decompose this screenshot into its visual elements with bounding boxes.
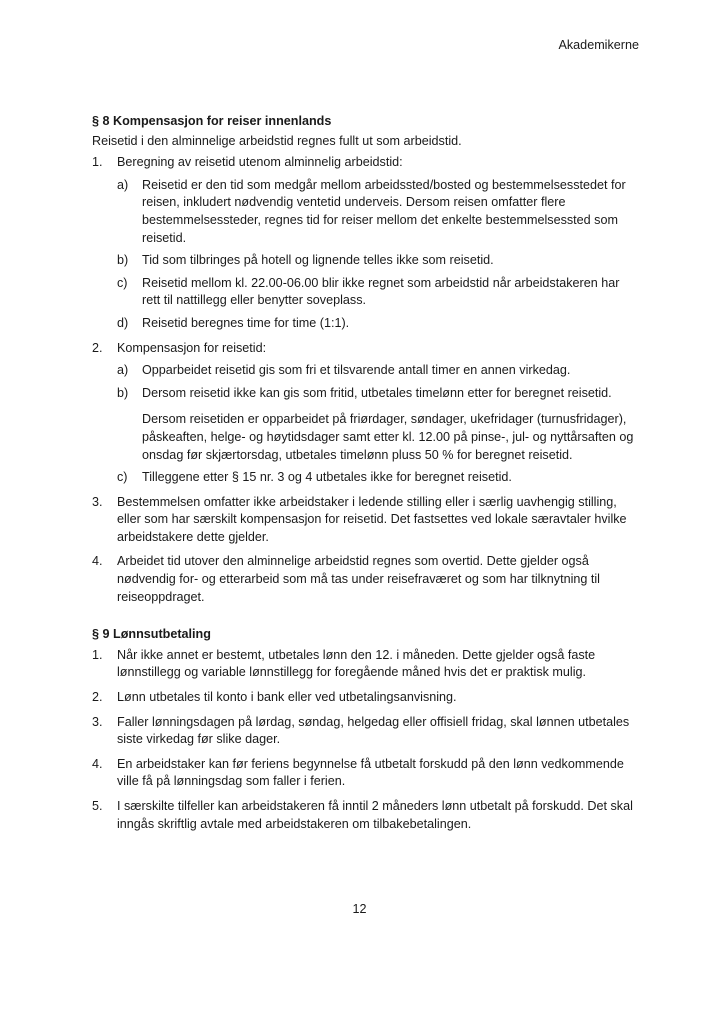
- page-header-org: Akademikerne: [558, 38, 639, 52]
- sub-item: [117, 275, 640, 310]
- item-text: Lønn utbetales til konto i bank eller ved utbetalingsanvisning.: [117, 690, 457, 705]
- list-item: [92, 756, 640, 791]
- list-item: [92, 647, 640, 682]
- document-body: [92, 113, 640, 833]
- sub-item-text: Tilleggene etter § 15 nr. 3 og 4 utbetales ikke for beregnet reisetid.: [142, 470, 512, 485]
- item-number: 4.: [92, 554, 103, 569]
- sub-item-text: Dersom reisetid ikke kan gis som fritid, utbetales timelønn etter for beregnet reisetid.: [142, 385, 612, 400]
- list-item: [92, 340, 640, 487]
- item-number: 2.: [92, 340, 103, 355]
- item-number: 4.: [92, 756, 103, 771]
- sub-item-letter: a): [117, 363, 129, 378]
- list-item: [92, 714, 640, 749]
- sub-item: [117, 252, 640, 270]
- item-number: 2.: [92, 690, 103, 705]
- sub-item-text: Opparbeidet reisetid gis som fri et tilsvarende antall timer en annen virkedag.: [142, 363, 571, 378]
- item-text: En arbeidstaker kan før feriens begynnelse få utbetalt forskudd på den lønn vedkommende ville få på lønningsdag som faller i ferien.: [117, 756, 624, 789]
- list-item: [92, 553, 640, 606]
- sub-item-text: Reisetid mellom kl. 22.00-06.00 blir ikke regnet som arbeidstid når arbeidstakeren har rett til nattillegg eller benytter soveplass.: [142, 275, 620, 308]
- item-number: 3.: [92, 494, 103, 509]
- list-item: [92, 154, 640, 332]
- sub-item: [117, 385, 640, 464]
- item-text: Arbeidet tid utover den alminnelige arbeidstid regnes som overtid. Dette gjelder også nødvendig for- og etterarbeid som må tas under reisefraværet og som har tilknytning til reiseoppdraget.: [117, 554, 600, 604]
- sub-item-text: Reisetid beregnes time for time (1:1).: [142, 315, 350, 330]
- sub-item-letter: c): [117, 275, 128, 290]
- sub-item-letter: a): [117, 177, 129, 192]
- sub-item: [117, 362, 640, 380]
- section-8-title: § 8 Kompensasjon for reiser innenlands: [92, 114, 332, 128]
- item-number: 3.: [92, 714, 103, 729]
- sub-item-text: Reisetid er den tid som medgår mellom arbeidssted/bosted og bestemmelsesstedet for reisen, inkludert nødvendig ventetid underveis. Dersom reisen omfatter flere bestemmelsessteder, regnes tid for reiser mellom det enkelte bestemmelsessted som reisetid.: [142, 177, 626, 245]
- section-8-intro: Reisetid i den alminnelige arbeidstid regnes fullt ut som arbeidstid.: [92, 133, 462, 148]
- sub-item-letter: b): [117, 385, 129, 400]
- list-item: [92, 689, 640, 707]
- item-text: Beregning av reisetid utenom alminnelig arbeidstid:: [117, 155, 403, 170]
- page-number: 12: [352, 902, 367, 916]
- sub-item-letter: d): [117, 315, 129, 330]
- sub-item-letter: c): [117, 470, 128, 485]
- item-number: 5.: [92, 799, 103, 813]
- sub-item: [117, 469, 640, 487]
- sub-item: [117, 177, 640, 247]
- item-text: Bestemmelsen omfatter ikke arbeidstaker i ledende stilling eller i særlig uavhengig stilling, eller som har særskilt kompensasjon for reisetid. Det fastsettes ved lokale særavtaler hvilke arbeidstakere dette gjelder.: [117, 494, 627, 544]
- item-text: I særskilte tilfeller kan arbeidstakeren få inntil 2 måneders lønn utbetalt på forskudd. Det skal inngås skriftlig avtale med arbeidstakeren om tilbakebetalingen.: [117, 799, 633, 831]
- item-number: 1.: [92, 647, 103, 662]
- item-text: Faller lønningsdagen på lørdag, søndag, helgedag eller offisiell fridag, skal lønnen utbetales siste virkedag før slike dager.: [117, 714, 630, 747]
- list-item: [92, 494, 640, 547]
- section-9-title: § 9 Lønnsutbetaling: [92, 627, 211, 642]
- sub-item: [117, 315, 640, 333]
- sub-item-letter: b): [117, 253, 129, 268]
- sub-item-paragraph: Dersom reisetiden er opparbeidet på friørdager, søndager, ukefridager (turnusfridager), påskeaften, helge- og høytidsdager samt etter kl. 12.00 på pinse-, jul- og nyttårsaften og onsdag før skjærtorsdag, utbetales timelønn pluss 50 % for beregnet reisetid.: [142, 412, 634, 462]
- sub-item-text: Tid som tilbringes på hotell og lignende telles ikke som reisetid.: [142, 253, 494, 268]
- item-text: Kompensasjon for reisetid:: [117, 340, 267, 355]
- item-text: Når ikke annet er bestemt, utbetales lønn den 12. i måneden. Dette gjelder også faste lønnstillegg og variable lønnstillegg for foregående måned hvis det er praktisk mulig.: [117, 647, 596, 680]
- item-number: 1.: [92, 155, 103, 170]
- list-item: [92, 798, 640, 833]
